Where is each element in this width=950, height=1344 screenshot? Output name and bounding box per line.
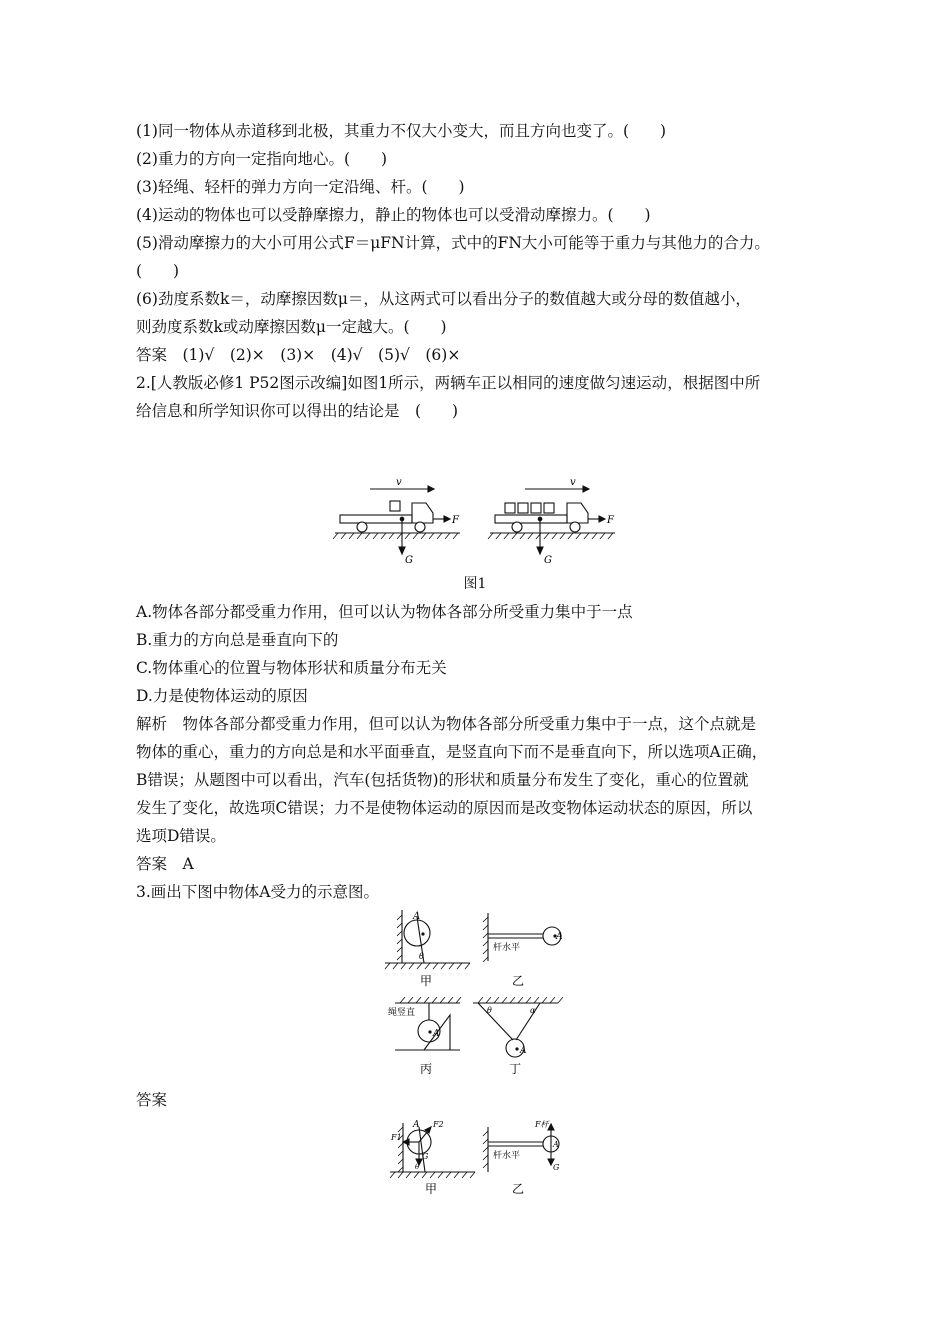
- q1-answer: 答案 (1)√ (2)× (3)× (4)√ (5)√ (6)×: [136, 346, 461, 364]
- fig-jia: [385, 910, 470, 969]
- trucks-figure: [330, 475, 630, 570]
- ans-jia-A-label: A: [413, 1120, 420, 1130]
- bing-rope-label: 绳竖直: [388, 1008, 416, 1018]
- q1-item-4: (4)运动的物体也可以受静摩擦力，静止的物体也可以受滑动摩擦力。( ): [136, 206, 651, 224]
- bing-caption: 丙: [420, 1062, 433, 1076]
- q2-analysis-3: B错误；从题图中可以看出，汽车(包括货物)的形状和质量分布发生了变化，重心的位置就: [136, 771, 749, 789]
- ans-rod-label: 杆水平: [493, 1151, 521, 1161]
- ans-jia-caption: 甲: [425, 1182, 438, 1196]
- jia-A-label: A: [413, 911, 421, 922]
- q2-option-b: B.重力的方向总是垂直向下的: [136, 631, 339, 649]
- q1-item-6: (6)劲度系数k＝，动摩擦因数μ＝，从这两式可以看出分子的数值越大或分母的数值越小，: [136, 290, 751, 308]
- q3-answer-figures: [385, 1115, 585, 1200]
- q1-item-3: (3)轻绳、轻杆的弹力方向一定沿绳、杆。( ): [136, 178, 465, 196]
- q1-item-5: (5)滑动摩擦力的大小可用公式F＝μFN计算，式中的FN大小可能等于重力与其他力的合力。: [136, 234, 770, 252]
- q2-stem-2: 给信息和所学知识你可以得出的结论是 ( ): [136, 402, 459, 420]
- ans-F2-label: F2: [433, 1120, 444, 1129]
- q2-answer: 答案 A: [136, 855, 194, 873]
- q2-option-a: A.物体各部分都受重力作用，但可以认为物体各部分所受重力集中于一点: [136, 603, 633, 621]
- q2-option-d: D.力是使物体运动的原因: [136, 687, 308, 705]
- ans-F1-label: F1: [391, 1133, 402, 1142]
- truck-1-F-label: F: [452, 515, 459, 526]
- yi-rod-label: 杆水平: [493, 943, 521, 953]
- ans-yi-A-label: A: [553, 1140, 559, 1149]
- yi-A-label: A: [556, 932, 563, 942]
- ans-theta-label: θ: [415, 1163, 420, 1171]
- ans-Fbar-label: F杆: [535, 1120, 549, 1129]
- answer-fig-jia: [390, 1123, 475, 1178]
- q2-option-c: C.物体重心的位置与物体形状和质量分布无关: [136, 659, 447, 677]
- jia-theta-label: θ: [419, 952, 424, 961]
- bing-A-label: A: [433, 1029, 440, 1039]
- q1-item-6-cont: 则劲度系数k或动摩擦因数μ一定越大。( ): [136, 318, 447, 336]
- ans-yi-caption: 乙: [512, 1182, 525, 1196]
- q2-analysis-1: 解析 物体各部分都受重力作用，但可以认为物体各部分所受重力集中于一点，这个点就是: [136, 715, 757, 733]
- q2-analysis-2: 物体的重心，重力的方向总是和水平面垂直，是竖直向下而不是垂直向下，所以选项A正确，: [136, 743, 768, 761]
- answer-fig-yi: [483, 1124, 559, 1172]
- ans-G-label: G: [422, 1152, 429, 1161]
- truck-2-v-label: v: [570, 477, 576, 488]
- ans-yi-G-label: G: [553, 1163, 560, 1172]
- truck-1: [333, 486, 460, 554]
- q1-item-2: (2)重力的方向一定指向地心。( ): [136, 150, 388, 168]
- fig-yi: [483, 913, 561, 962]
- q3-answer-label: 答案: [136, 1091, 168, 1109]
- fig-bing: [395, 997, 461, 1050]
- ding-theta-label: θ: [487, 1006, 492, 1015]
- truck-2: [488, 486, 615, 554]
- yi-caption: 乙: [512, 974, 525, 988]
- q3-stem: 3.画出下图中物体A受力的示意图。: [136, 883, 379, 901]
- q2-stem-1: 2.[人教版必修1 P52图示改编]如图1所示，两辆车正以相同的速度做匀速运动，根据图中所: [136, 374, 761, 392]
- ding-caption: 丁: [509, 1062, 522, 1076]
- q2-analysis-5: 选项D错误。: [136, 827, 226, 845]
- q1-item-5-blank: ( ): [136, 262, 180, 280]
- truck-1-G-label: G: [405, 555, 413, 566]
- q2-analysis-4: 发生了变化，故选项C错误；力不是使物体运动的原因而是改变物体运动状态的原因，所以: [136, 799, 753, 817]
- figure-1-caption: 图1: [463, 576, 487, 592]
- truck-2-F-label: F: [607, 515, 614, 526]
- q1-item-1: (1)同一物体从赤道移到北极，其重力不仅大小变大，而且方向也变了。( ): [136, 122, 667, 140]
- q3-figures: [380, 905, 580, 1085]
- truck-2-G-label: G: [544, 555, 552, 566]
- ding-A-label: A: [520, 1046, 527, 1056]
- ding-alpha-label: α: [530, 1006, 536, 1015]
- jia-caption: 甲: [420, 974, 433, 988]
- truck-1-v-label: v: [396, 477, 402, 488]
